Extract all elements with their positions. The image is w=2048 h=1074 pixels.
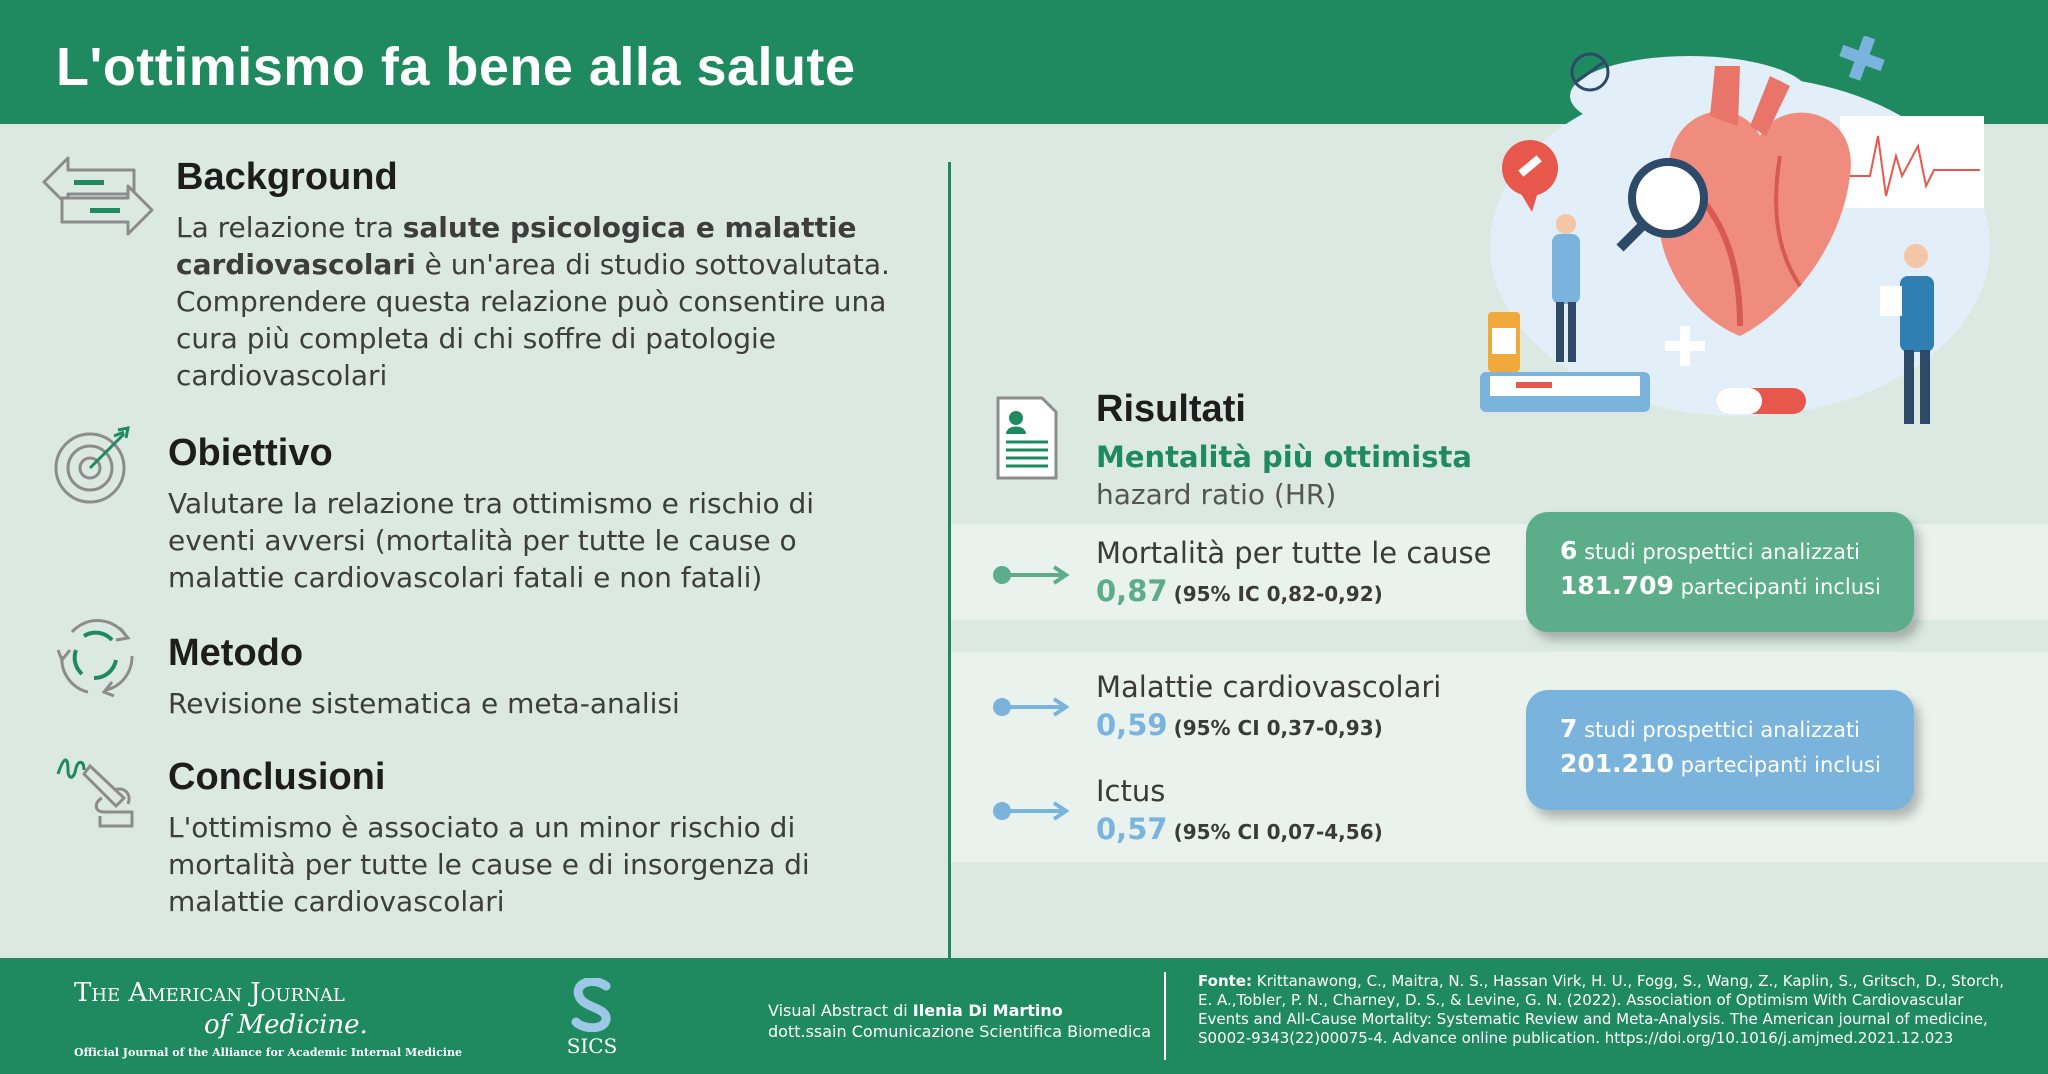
obiettivo-heading: Obiettivo <box>168 432 333 474</box>
page-title: L'ottimismo fa bene alla salute <box>56 37 856 97</box>
participants-count: 181.709 <box>1560 571 1674 600</box>
credit-block: Visual Abstract di Ilenia Di Martino dott.ssain Comunicazione Scientifica Biomedica <box>768 1001 1152 1041</box>
heart-doctors-illustration <box>1440 36 2000 446</box>
sics-label: SICS <box>566 1034 618 1058</box>
arrow-right-icon <box>992 562 1072 588</box>
sics-logo-mark <box>562 978 622 1032</box>
row-value-cardio: 0,59 (95% CI 0,37-0,93) <box>1096 708 1383 742</box>
studies-count: 6 <box>1560 536 1578 565</box>
target-icon <box>52 424 134 506</box>
obiettivo-text: Valutare la relazione tra ottimismo e rischio di eventi avversi (mortalità per tutte le cause o malattie cardiovascolari fatali e non fatali) <box>168 487 815 594</box>
background-heading: Background <box>176 156 398 198</box>
journal-name-line2: of Medicine. <box>204 1010 368 1040</box>
metodo-section <box>168 632 848 722</box>
arrows-exchange-icon <box>38 152 158 240</box>
row-label-mortality: Mortalità per tutte le cause <box>1096 536 1492 570</box>
metodo-heading: Metodo <box>168 632 304 674</box>
source-citation: Fonte: Krittanawong, C., Maitra, N. S., Hassan Virk, H. U., Fogg, S., Wang, Z., Kaplin, S., Gritsch, D., Storch, E. A.,Tobler, P. N., Charney, D. S., & Levine, G. N. (2022). Association of Optimism With Cardiovascular Events and All-Cause Mortality: Systematic Review and Meta-Analysis. The American journal of medicine, S0002-9343(22)00075-4. Advance online publication. https://doi.org/10.1016/j.amjmed.2021.12.023 <box>1198 972 2005 1047</box>
cycle-arrows-icon <box>54 612 140 698</box>
journal-name-line1: The American Journal <box>74 978 345 1008</box>
journal-tagline: Official Journal of the Alliance for Academic Internal Medicine <box>74 1046 462 1059</box>
conclusioni-text: L'ottimismo è associato a un minor rischio di mortalità per tutte le cause e di insorgenza di malattie cardiovascolari <box>168 811 810 918</box>
row-value-ictus: 0,57 (95% CI 0,07-4,56) <box>1096 812 1383 846</box>
row-label-cardio: Malattie cardiovascolari <box>1096 670 1442 704</box>
arrow-right-icon <box>992 798 1072 824</box>
background-section <box>176 156 916 394</box>
studies-box-mortality: 6 studi prospettici analizzati 181.709 partecipanti inclusi <box>1526 512 1914 632</box>
row-label-ictus: Ictus <box>1096 774 1166 808</box>
document-icon <box>994 394 1060 482</box>
background-text: La relazione tra salute psicologica e malattie cardiovascolari è un'area di studio sottovalutata. Comprendere questa relazione può consentire una cura più completa di chi soffre di patologie cardiovascolari <box>176 211 890 392</box>
credit-role: dott.ssain Comunicazione Scientifica Biomedica <box>768 1022 1152 1041</box>
participants-count: 201.210 <box>1560 749 1674 778</box>
conclusioni-section <box>168 756 848 920</box>
sics-logo <box>562 978 622 1058</box>
studies-box-cardio: 7 studi prospettici analizzati 201.210 partecipanti inclusi <box>1526 690 1914 810</box>
conclusioni-heading: Conclusioni <box>168 756 386 798</box>
metodo-text: Revisione sistematica e meta-analisi <box>168 687 680 720</box>
hand-writing-icon <box>54 746 144 836</box>
arrow-right-icon <box>992 694 1072 720</box>
footer-bar <box>0 958 2048 1074</box>
credit-author: Ilenia Di Martino <box>912 1001 1063 1020</box>
obiettivo-section <box>168 432 848 596</box>
row-value-mortality: 0,87 (95% IC 0,82-0,92) <box>1096 574 1383 608</box>
footer-divider <box>1164 972 1166 1060</box>
hazard-ratio-label: hazard ratio (HR) <box>1096 478 1337 511</box>
risultati-subtitle: Mentalità più ottimista <box>1096 440 1472 474</box>
studies-count: 7 <box>1560 714 1578 743</box>
risultati-heading: Risultati <box>1096 388 1246 430</box>
